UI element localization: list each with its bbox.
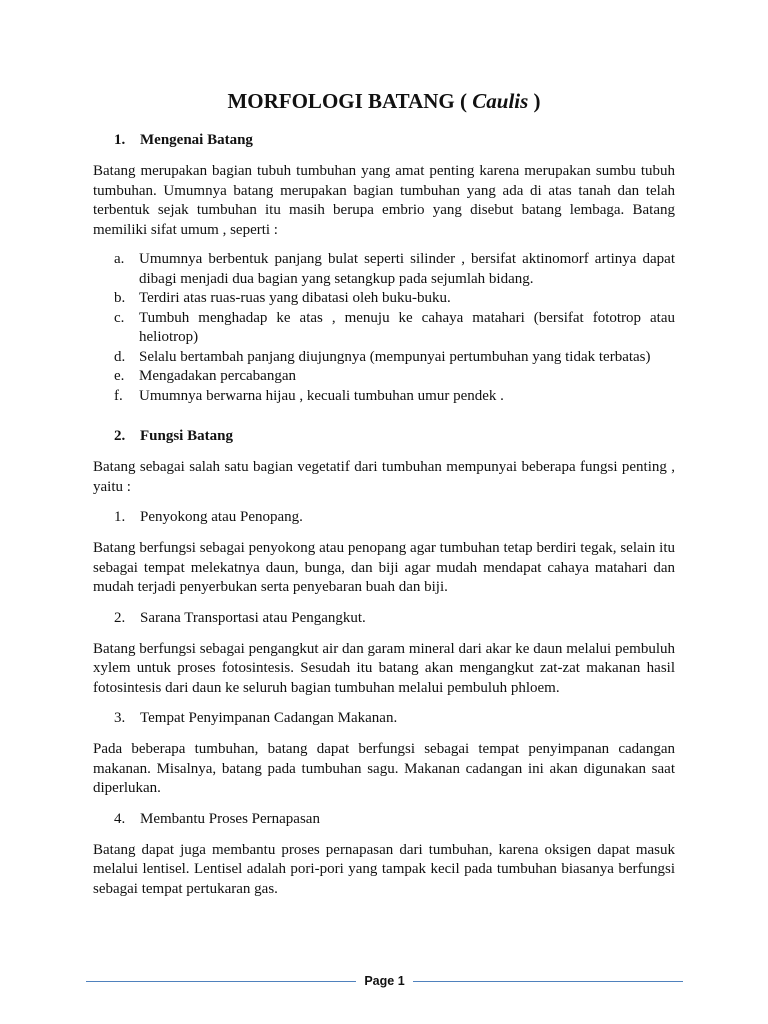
list-item <box>93 250 675 289</box>
page-footer <box>86 971 683 991</box>
function-number: 4. <box>114 810 126 827</box>
list-item <box>93 348 675 368</box>
list-text: Tumbuh menghadap ke atas , menuju ke cahaya matahari (bersifat fototrop atau heliotrop) <box>139 309 675 345</box>
function-heading <box>93 608 675 628</box>
function-number: 3. <box>114 710 126 726</box>
list-text: Terdiri atas ruas-ruas yang dibatasi oleh buku-buku. <box>139 290 451 306</box>
document-page <box>93 86 675 909</box>
properties-list <box>93 250 675 406</box>
function-heading <box>93 708 675 728</box>
function-text: Batang berfungsi sebagai penyokong atau penopang agar tumbuhan tetap berdiri tegak, selain itu sebagai tempat melekatnya daun, bunga, dan biji agar mudah mendapat cahaya matahari dan mudah terjadi penyerbukan serta penyebaran buah dan biji. <box>93 540 675 595</box>
page-number: Page 1 <box>364 974 405 988</box>
list-item <box>93 309 675 348</box>
page-title <box>93 86 675 116</box>
function-heading <box>93 507 675 527</box>
section2-number: 2. <box>114 428 126 444</box>
footer-rule-left <box>86 981 356 982</box>
title-close: ) <box>528 89 541 113</box>
list-item <box>93 387 675 407</box>
section1-heading <box>93 130 675 150</box>
footer-rule-right <box>413 981 683 982</box>
title-main: MORFOLOGI BATANG ( <box>227 89 473 113</box>
list-text: Selalu bertambah panjang diujungnya (mempunyai pertumbuhan yang tidak terbatas) <box>139 348 651 365</box>
section1-heading-text: Mengenai Batang <box>140 132 253 148</box>
list-marker: a. <box>114 251 125 267</box>
list-marker: e. <box>114 368 125 384</box>
section2-intro: Batang sebagai salah satu bagian vegetatif dari tumbuhan mempunyai beberapa fungsi penting , yaitu : <box>93 459 675 495</box>
section1-number: 1. <box>114 132 126 148</box>
function-title: Sarana Transportasi atau Pengangkut. <box>140 609 366 626</box>
list-marker: b. <box>114 290 126 306</box>
function-title: Tempat Penyimpanan Cadangan Makanan. <box>140 710 398 726</box>
function-text: Pada beberapa tumbuhan, batang dapat berfungsi sebagai tempat penyimpanan cadangan makanan. Misalnya, batang pada tumbuhan sagu. Makanan cadangan ini akan digunakan saat diperlukan. <box>93 741 675 796</box>
section2-heading-text: Fungsi Batang <box>140 428 233 444</box>
function-text: Batang dapat juga membantu proses pernapasan dari tumbuhan, karena oksigen dapat masuk melalui lentisel. Lentisel adalah pori-pori yang tampak kecil pada tumbuhan biasanya berfungsi sebagai tempat pertukaran gas. <box>93 841 675 897</box>
list-item <box>93 289 675 309</box>
list-text: Mengadakan percabangan <box>139 368 297 384</box>
function-title: Penyokong atau Penopang. <box>140 509 303 525</box>
function-heading <box>93 809 675 829</box>
function-number: 1. <box>114 509 126 525</box>
section1-paragraph: Batang merupakan bagian tubuh tumbuhan yang amat penting karena merupakan sumbu tubuh tumbuhan. Umumnya batang merupakan bagian tumbuhan yang ada di atas tanah dan telah terbentuk sejak tumbuhan itu masih berupa embrio yang disebut batang lembaga. Batang memiliki sifat umum , seperti : <box>93 163 675 238</box>
function-text: Batang berfungsi sebagai pengangkut air dan garam mineral dari akar ke daun melalui pembuluh xylem untuk proses fotosintesis. Sesudah itu batang akan mengangkut zat-zat makanan hasil fotosintesis dari daun ke seluruh bagian tumbuhan melalui pembuluh phloem. <box>93 640 675 696</box>
function-title: Membantu Proses Pernapasan <box>140 810 320 827</box>
title-latin: Caulis <box>472 89 529 113</box>
list-text: Umumnya berbentuk panjang bulat seperti silinder , bersifat aktinomorf artinya dapat dibagi menjadi dua bagian yang setangkup pada sejumlah bidang. <box>139 251 675 287</box>
list-item <box>93 367 675 387</box>
function-number: 2. <box>114 609 126 626</box>
list-marker: c. <box>114 309 125 326</box>
section2-heading <box>93 426 675 446</box>
list-text: Umumnya berwarna hijau , kecuali tumbuhan umur pendek . <box>139 387 504 404</box>
list-marker: f. <box>114 387 123 404</box>
list-marker: d. <box>114 348 126 365</box>
